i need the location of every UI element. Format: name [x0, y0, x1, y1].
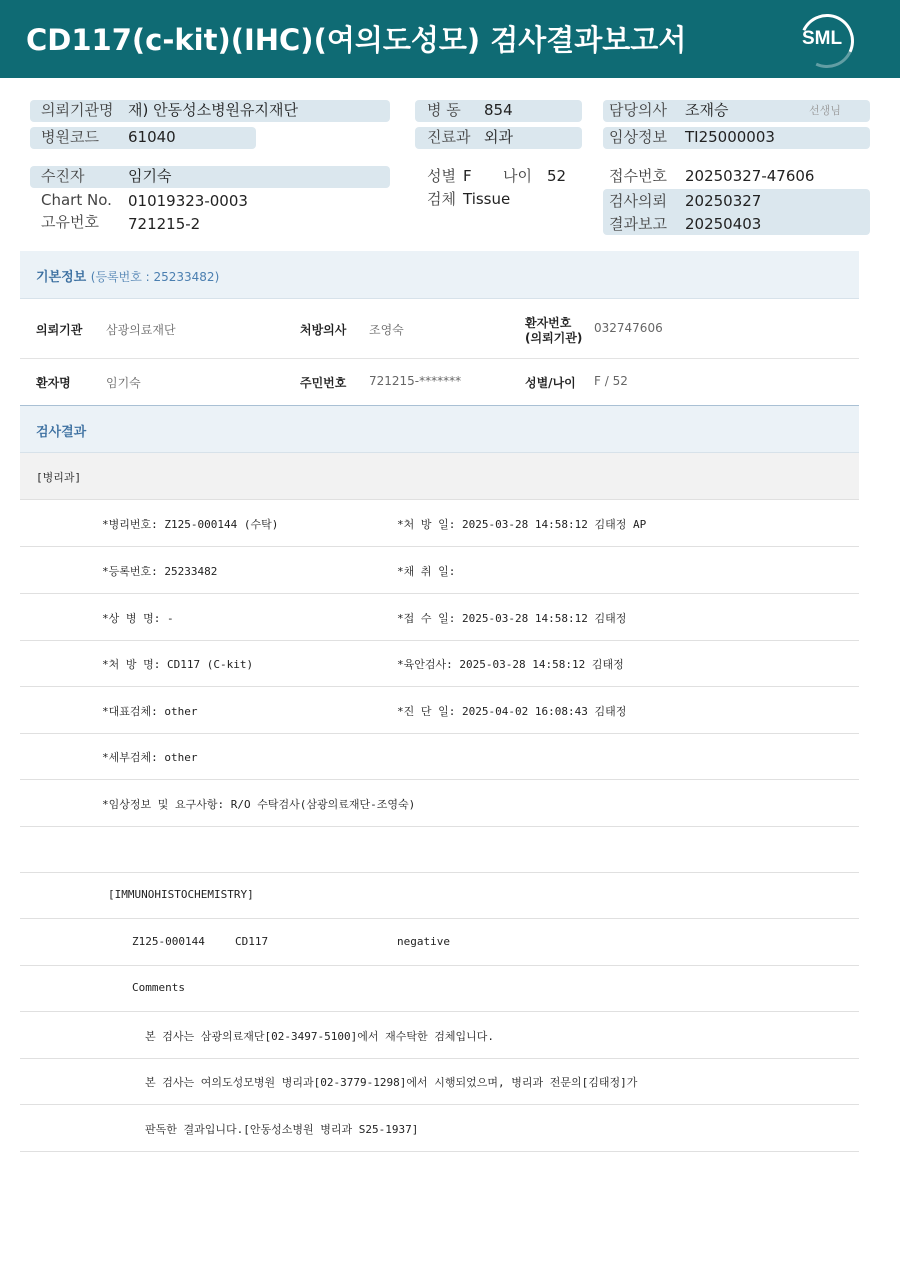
results-dept-row: [20, 453, 859, 500]
comments-label: Comments: [132, 981, 185, 994]
basic-info-title: 기본정보: [36, 270, 87, 285]
result-left: *세부검체: other: [102, 751, 198, 764]
result-row: [20, 500, 859, 547]
comment-row: [20, 1058, 859, 1105]
report-title: CD117(c-kit)(IHC)(여의도성모) 검사결과보고서: [26, 23, 687, 57]
specimen-label: 검체: [427, 190, 456, 208]
doctor-value: 조재승: [685, 101, 729, 119]
dept-value: 외과: [484, 128, 513, 146]
basic-label-sex-age: 성별/나이: [525, 376, 576, 390]
age-label: 나이: [503, 167, 532, 185]
logo-text: SML: [802, 28, 843, 49]
basic-value-doctor: 조영숙: [369, 323, 404, 337]
clinical-value: TI25000003: [685, 128, 775, 146]
ihc-header: [IMMUNOHISTOCHEMISTRY]: [108, 888, 254, 901]
ward-label: 병 동: [427, 101, 461, 119]
result-right: *채 취 일:: [397, 565, 456, 578]
dept-label: 진료과: [427, 128, 471, 146]
patient-value: 임기숙: [128, 167, 172, 185]
hospital-code-label: 병원코드: [41, 128, 99, 146]
result-row: [20, 733, 859, 780]
result-row-empty: [20, 826, 859, 873]
result-row: [20, 640, 859, 687]
basic-value-patient-name: 임기숙: [106, 376, 141, 390]
ihc-result: negative: [397, 935, 450, 948]
result-row: [20, 687, 859, 734]
comments-row: [20, 965, 859, 1012]
sml-logo: [798, 12, 854, 68]
result-row: [20, 594, 859, 641]
unique-value: 721215-2: [128, 215, 201, 233]
ihc-result-row: [20, 919, 859, 966]
patient-label: 수진자: [41, 167, 85, 185]
basic-label-patient-no-sub: (의뢰기관): [525, 331, 583, 345]
results-header: [20, 406, 859, 453]
report-header: [0, 0, 900, 78]
result-left: *처 방 명: CD117 (C-kit): [102, 658, 254, 671]
result-left: *상 병 명: -: [102, 612, 174, 625]
report-label: 결과보고: [609, 215, 667, 233]
basic-value-resident-no: 721215-*******: [369, 374, 462, 388]
comment-text: 판독한 결과입니다.[안동성소병원 병리과 S25-1937]: [145, 1123, 419, 1136]
basic-value-institution: 삼광의료재단: [106, 323, 176, 337]
basic-info-regno: (등록번호 : 25233482): [90, 270, 220, 284]
basic-label-patient-name: 환자명: [36, 376, 71, 390]
doctor-suffix: 선생님: [809, 104, 841, 117]
basic-label-patient-no: 환자번호: [525, 316, 572, 330]
request-label: 검사의뢰: [609, 192, 667, 210]
comment-text: 본 검사는 여의도성모병원 병리과[02-3779-1298]에서 시행되었으며, 병리과 전문의[김태정]가: [145, 1076, 638, 1089]
hospital-code-value: 61040: [128, 128, 176, 146]
result-right: *육안검사: 2025-03-28 14:58:12 김태정: [397, 658, 624, 671]
doctor-label: 담당의사: [609, 101, 667, 119]
results-dept: [병리과]: [36, 471, 82, 484]
result-right: *처 방 일: 2025-03-28 14:58:12 김태정 AP: [397, 518, 647, 531]
result-row: [20, 780, 859, 827]
ihc-id: Z125-000144: [132, 935, 205, 948]
comment-row: [20, 1105, 859, 1152]
basic-info-row: [20, 299, 859, 359]
clinical-label: 임상정보: [609, 128, 667, 146]
unique-label: 고유번호: [41, 213, 99, 231]
result-row: [20, 547, 859, 594]
basic-label-doctor: 처방의사: [300, 323, 347, 337]
basic-info-row: [20, 359, 859, 406]
result-left: *대표검체: other: [102, 705, 198, 718]
receipt-label: 접수번호: [609, 167, 667, 185]
request-value: 20250327: [685, 192, 762, 210]
sex-label: 성별: [427, 167, 456, 185]
result-right: *접 수 일: 2025-03-28 14:58:12 김태정: [397, 612, 627, 625]
basic-info-header: [20, 251, 859, 299]
basic-label-institution: 의뢰기관: [36, 323, 83, 337]
basic-value-patient-no: 032747606: [594, 321, 663, 335]
ward-value: 854: [484, 101, 513, 119]
chart-label: Chart No.: [41, 191, 112, 209]
comment-text: 본 검사는 삼광의료재단[02-3497-5100]에서 재수탁한 검체입니다.: [145, 1030, 494, 1043]
chart-value: 01019323-0003: [128, 192, 248, 210]
ihc-marker: CD117: [235, 935, 269, 948]
institution-label: 의뢰기관명: [41, 101, 114, 119]
result-left: *임상정보 및 요구사항: R/O 수탁검사(삼광의료재단-조영숙): [102, 798, 416, 811]
age-value: 52: [547, 167, 567, 185]
results-title: 검사결과: [36, 425, 87, 440]
result-left: *병리번호: Z125-000144 (수탁): [102, 518, 279, 531]
basic-value-sex-age: F / 52: [594, 374, 628, 388]
result-left: *등록번호: 25233482: [102, 565, 218, 578]
report-value: 20250403: [685, 215, 762, 233]
comment-row: [20, 1012, 859, 1059]
sex-value: F: [463, 167, 472, 185]
receipt-value: 20250327-47606: [685, 167, 815, 185]
ihc-header-row: [20, 872, 859, 919]
institution-value: 재) 안동성소병원유지재단: [128, 101, 299, 119]
basic-label-resident-no: 주민번호: [300, 376, 347, 390]
result-right: *진 단 일: 2025-04-02 16:08:43 김태정: [397, 705, 627, 718]
specimen-value: Tissue: [463, 190, 511, 208]
